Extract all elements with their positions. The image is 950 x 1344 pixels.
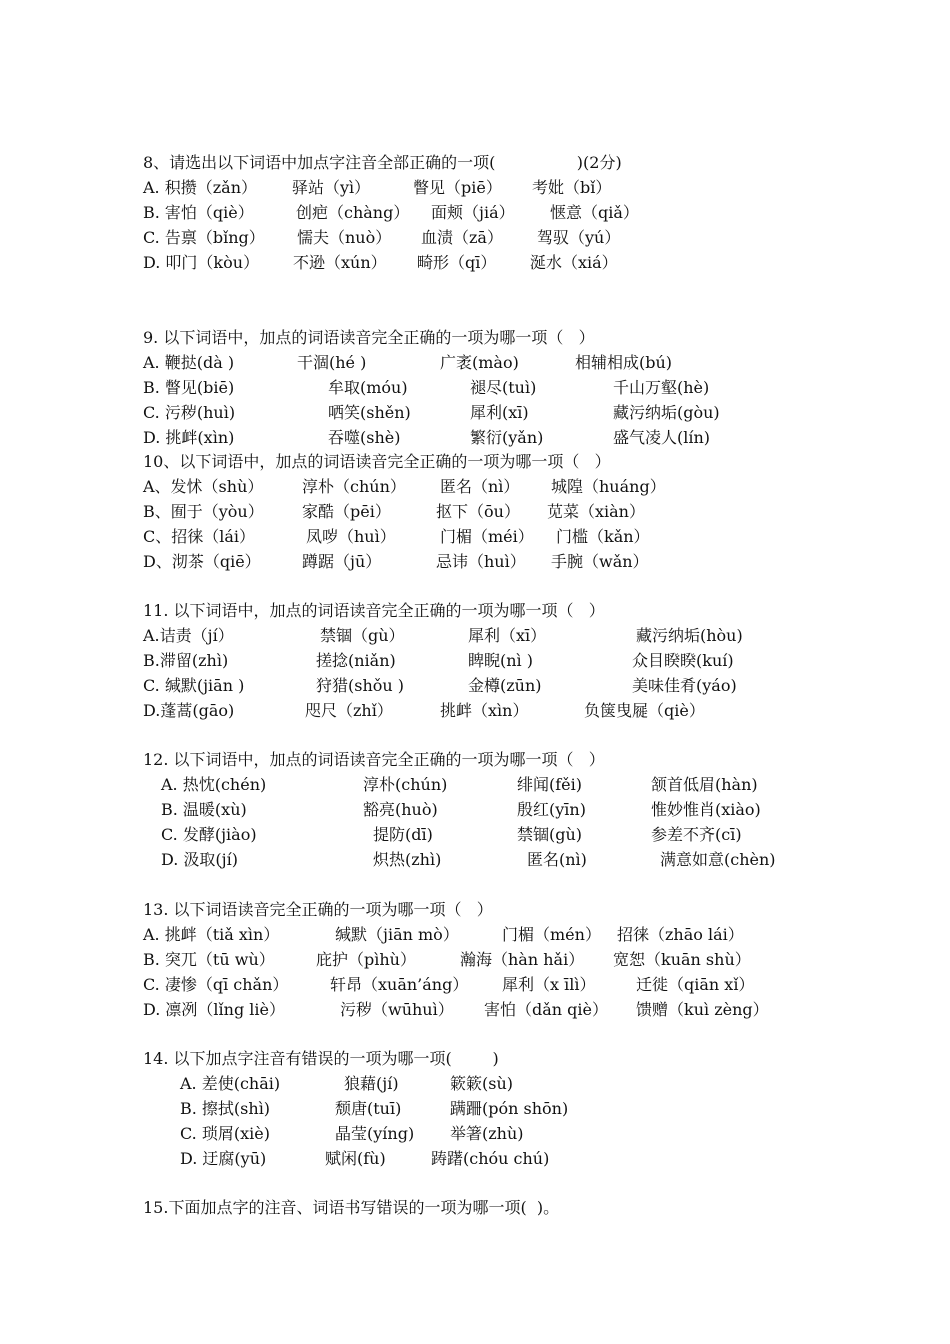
option-row xyxy=(0,225,950,250)
question-stem xyxy=(0,1046,950,1071)
option-c: C. 发酵(jiào) xyxy=(161,825,257,844)
option-word: 考妣（bǐ） xyxy=(532,178,612,197)
option-row xyxy=(0,648,950,673)
stem-text: 9. 以下词语中，加点的词语读音完全正确的一项为哪一项（ ） xyxy=(143,328,595,347)
option-a: A. 鞭挞(dà ) xyxy=(143,353,235,372)
option-a: A、发怵（shù） xyxy=(143,477,264,496)
option-row xyxy=(0,772,950,797)
option-word: 颓唐(tuī) xyxy=(335,1099,402,1118)
option-word: 咫尺（zhǐ） xyxy=(305,701,393,720)
option-word: 繁衍(yǎn) xyxy=(470,428,544,447)
stem-text: 14. 以下加点字注音有错误的一项为哪一项( ) xyxy=(143,1049,499,1068)
option-word: 忌讳（huì） xyxy=(436,552,526,571)
option-word: 蹒跚(pón shōn) xyxy=(450,1099,569,1118)
option-word: 懦夫（nuò） xyxy=(297,228,392,247)
question-stem xyxy=(0,325,950,350)
option-word: 匿名(nì) xyxy=(527,850,587,869)
option-word: 不逊（xún） xyxy=(293,253,387,272)
option-word: 颔首低眉(hàn) xyxy=(651,775,758,794)
option-word: 举箸(zhù) xyxy=(450,1124,524,1143)
option-word: 创疤（chàng） xyxy=(296,203,410,222)
option-a: A. 挑衅（tiǎ xìn） xyxy=(143,925,280,944)
option-c: C. 凄惨（qī chǎn） xyxy=(143,975,289,994)
option-word: 犀利（x īlì） xyxy=(502,975,596,994)
question-stem xyxy=(0,1195,950,1220)
option-row xyxy=(0,673,950,698)
option-word: 豁亮(huò) xyxy=(363,800,438,819)
option-word: 惟妙惟肖(xiào) xyxy=(651,800,761,819)
option-b: B.滞留(zhì) xyxy=(143,651,229,670)
option-word: 千山万壑(hè) xyxy=(613,378,710,397)
option-row xyxy=(0,822,950,847)
option-word: 城隍（huáng） xyxy=(551,477,666,496)
option-word: 藏污纳垢(gòu) xyxy=(613,403,720,422)
option-row xyxy=(0,499,950,524)
option-b: B. 害怕（qiè） xyxy=(143,203,254,222)
option-word: 盛气凌人(lín) xyxy=(613,428,711,447)
option-word: 淳朴（chún） xyxy=(302,477,406,496)
option-row xyxy=(0,1121,950,1146)
option-b: B. 擦拭(shì) xyxy=(180,1099,271,1118)
option-word: 苋菜（xiàn） xyxy=(547,502,645,521)
option-word: 褪尽(tuì) xyxy=(470,378,537,397)
option-row xyxy=(0,375,950,400)
option-word: 缄默（jiān mò） xyxy=(335,925,459,944)
question-stem xyxy=(0,598,950,623)
option-c: C. 告禀（bǐng） xyxy=(143,228,265,247)
option-row xyxy=(0,474,950,499)
option-word: 犀利（xī） xyxy=(468,626,547,645)
option-word: 家酷（pēi） xyxy=(302,502,391,521)
option-a: A. 差使(chāi) xyxy=(180,1074,281,1093)
option-word: 禁锢(gù) xyxy=(517,825,583,844)
option-word: 狩猎(shǒu ) xyxy=(316,676,405,695)
option-word: 搓捻(niǎn) xyxy=(316,651,396,670)
option-d: D、沏茶（qiē） xyxy=(143,552,261,571)
option-word: 蹲踞（jū） xyxy=(302,552,382,571)
option-b: B. 突兀（tū wù） xyxy=(143,950,275,969)
option-word: 迁徙（qiān xǐ） xyxy=(636,975,755,994)
option-word: 炽热(zhì) xyxy=(373,850,442,869)
option-word: 驿站（yì） xyxy=(292,178,371,197)
option-d: D. 迂腐(yū) xyxy=(180,1149,267,1168)
option-word: 簌簌(sù) xyxy=(450,1074,514,1093)
option-word: 众目睽睽(kuí) xyxy=(632,651,734,670)
option-c: C. 污秽(huì) xyxy=(143,403,236,422)
option-word: 广袤(mào) xyxy=(440,353,519,372)
option-word: 瞥见（piē） xyxy=(413,178,502,197)
option-word: 畸形（qī） xyxy=(417,253,497,272)
option-row xyxy=(0,698,950,723)
option-row xyxy=(0,997,950,1022)
option-a: A. 积攒（zǎn） xyxy=(143,178,258,197)
option-row xyxy=(0,623,950,648)
option-word: 轩昂（xuān’áng） xyxy=(330,975,469,994)
option-word: 犀利(xī) xyxy=(470,403,529,422)
option-row xyxy=(0,922,950,947)
option-row xyxy=(0,549,950,574)
option-word: 门楣（méi） xyxy=(440,527,534,546)
option-word: 赋闲(fù) xyxy=(325,1149,386,1168)
option-d: D. 叩门（kòu） xyxy=(143,253,260,272)
option-b: B、囿于（yòu） xyxy=(143,502,264,521)
option-word: 提防(dī) xyxy=(373,825,433,844)
stem-text: 10、以下词语中，加点的词语读音完全正确的一项为哪一项（ ） xyxy=(143,452,611,471)
question-stem xyxy=(0,747,950,772)
option-word: 馈赠（kuì zèng） xyxy=(636,1000,769,1019)
option-row xyxy=(0,200,950,225)
option-row xyxy=(0,1096,950,1121)
option-word: 瀚海（hàn hǎi） xyxy=(460,950,585,969)
option-word: 藏污纳垢(hòu) xyxy=(636,626,743,645)
option-word: 绯闻(fěi) xyxy=(517,775,582,794)
option-d: D. 凛冽（lǐng liè） xyxy=(143,1000,286,1019)
stem-text: 8、请选出以下词语中加点字注音全部正确的一项( )(2分) xyxy=(143,153,622,172)
option-word: 涎水（xiá） xyxy=(530,253,618,272)
option-word: 相辅相成(bú) xyxy=(575,353,673,372)
option-word: 抠下（ōu） xyxy=(436,502,520,521)
option-row xyxy=(0,425,950,450)
option-word: 污秽（wūhuì） xyxy=(340,1000,454,1019)
option-b: B. 温暖(xù) xyxy=(161,800,247,819)
option-c: C. 琐屑(xiè) xyxy=(180,1124,270,1143)
option-row xyxy=(0,524,950,549)
question-stem xyxy=(0,150,950,175)
option-word: 害怕（dǎn qiè） xyxy=(484,1000,609,1019)
option-word: 挑衅（xìn） xyxy=(440,701,529,720)
option-word: 匿名（nì） xyxy=(440,477,520,496)
option-word: 殷红(yīn) xyxy=(517,800,586,819)
option-word: 狼藉(jí) xyxy=(344,1074,399,1093)
option-word: 庇护（pìhù） xyxy=(316,950,416,969)
option-word: 踌躇(chóu chú) xyxy=(431,1149,550,1168)
option-row xyxy=(0,1071,950,1096)
option-d: D. 汲取(jí) xyxy=(161,850,238,869)
stem-text: 12. 以下词语中，加点的词语读音完全正确的一项为哪一项（ ） xyxy=(143,750,605,769)
option-word: 凤哕（huì） xyxy=(306,527,396,546)
option-word: 睥睨(nì ) xyxy=(468,651,533,670)
option-row xyxy=(0,350,950,375)
option-word: 干涸(hé ) xyxy=(297,353,367,372)
option-word: 牟取(móu) xyxy=(328,378,408,397)
option-c: C. 缄默(jiān ) xyxy=(143,676,245,695)
option-word: 金樽(zūn) xyxy=(468,676,542,695)
stem-text: 13. 以下词语读音完全正确的一项为哪一项（ ） xyxy=(143,900,493,919)
option-row xyxy=(0,400,950,425)
option-word: 手腕（wǎn） xyxy=(551,552,649,571)
stem-text: 11. 以下词语中，加点的词语读音完全正确的一项为哪一项（ ） xyxy=(143,601,605,620)
option-row xyxy=(0,847,950,872)
option-word: 驾驭（yú） xyxy=(537,228,621,247)
question-stem xyxy=(0,897,950,922)
option-word: 晶莹(yíng) xyxy=(335,1124,415,1143)
option-row xyxy=(0,250,950,275)
option-a: A.诘责（jí） xyxy=(143,626,234,645)
stem-text: 15.下面加点字的注音、词语书写错误的一项为哪一项( )。 xyxy=(143,1198,560,1217)
option-row xyxy=(0,947,950,972)
option-b: B. 瞥见(biē) xyxy=(143,378,235,397)
option-d: D. 挑衅(xìn) xyxy=(143,428,235,447)
option-word: 门槛（kǎn） xyxy=(556,527,650,546)
option-c: C、招徕（lái） xyxy=(143,527,256,546)
option-row xyxy=(0,972,950,997)
option-word: 宽恕（kuān shù） xyxy=(613,950,751,969)
option-a: A. 热忱(chén) xyxy=(161,775,267,794)
option-word: 面颊（jiá） xyxy=(431,203,515,222)
option-row xyxy=(0,175,950,200)
option-d: D.蓬蒿(gāo) xyxy=(143,701,235,720)
option-word: 淳朴(chún) xyxy=(363,775,448,794)
option-word: 禁锢（gù） xyxy=(320,626,405,645)
option-word: 招徕（zhāo lái） xyxy=(617,925,744,944)
option-word: 参差不齐(cī) xyxy=(651,825,742,844)
option-word: 哂笑(shěn) xyxy=(328,403,411,422)
option-word: 负箧曳屣（qiè） xyxy=(584,701,705,720)
option-word: 美味佳肴(yáo) xyxy=(632,676,737,695)
option-word: 血渍（zā） xyxy=(421,228,503,247)
option-row xyxy=(0,1146,950,1171)
option-word: 门楣（mén） xyxy=(502,925,601,944)
option-word: 满意如意(chèn) xyxy=(660,850,776,869)
question-stem xyxy=(0,449,950,474)
option-word: 惬意（qiǎ） xyxy=(550,203,639,222)
option-row xyxy=(0,797,950,822)
option-word: 吞噬(shè) xyxy=(328,428,401,447)
